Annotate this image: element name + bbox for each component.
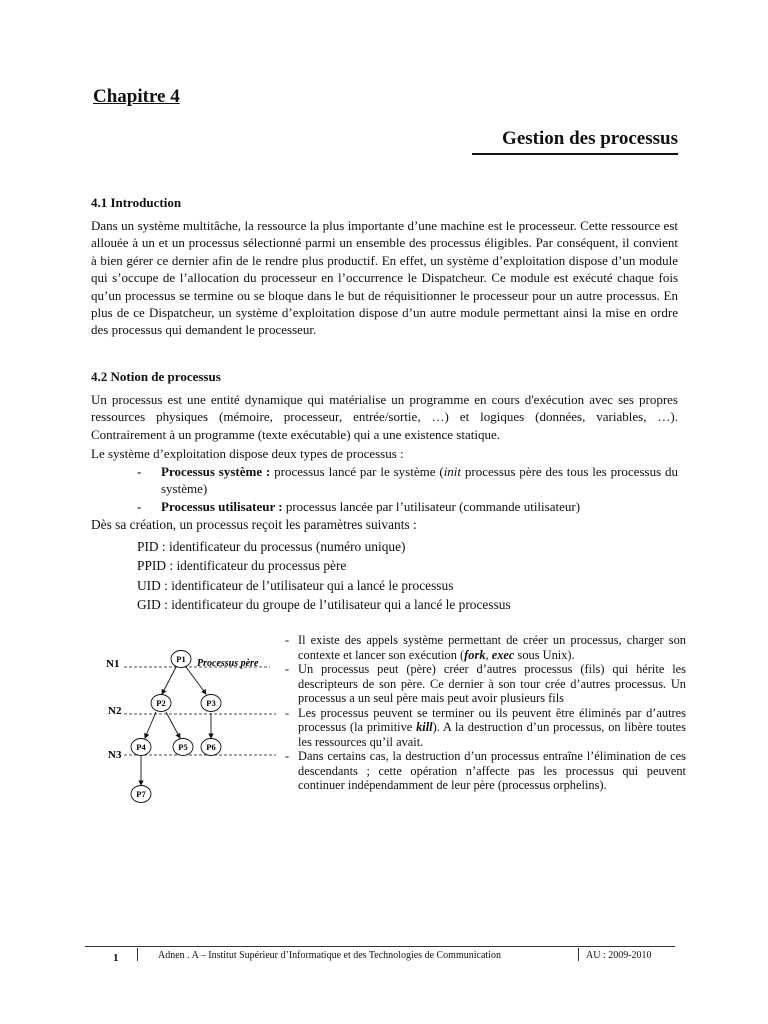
params-intro: Dès sa création, un processus reçoit les paramètres suivants : [91,517,417,532]
exec-keyword: exec [491,647,515,662]
level-label-n2: N2 [108,705,122,717]
init-keyword: init [443,464,462,479]
edge-p2-p5 [166,712,180,738]
title-underline [472,153,678,155]
chapter-title: Chapitre 4 [93,86,180,107]
svg-text:P6: P6 [206,742,216,752]
footer-rule [85,946,675,947]
introduction-paragraph: Dans un système multitâche, la ressource la plus importante d’une machine est le processeur. Cette ressource est allouée à un et un processus sélectionné parmi un ensemble des processus éligibles. Par conséquent, il convient à bien gérer ce dernier afin de le rendre plus productif. En effet, un système d’exploitation dispose d’un module qui s’occupe de l’allocation du processeur en l’occurrence le Dispatcheur. Ce module est exécuté chaque fois qu’un processus se termine ou se bloque dans le but de réquisitionner le processeur pour un autre processus. En plus de ce Dispatcheur, un système d’exploitation dispose d’un autre module permettant ainsi la mise en ordre des processus qui demandent le processeur. [91,218,678,338]
process-types-list [137,463,678,515]
process-tree-diagram [100,640,280,815]
list-item: - Dans certains cas, la destruction d’un processus entraîne l’élimination de ces descendants ; cette opération n’affecte pas les processus qui peuvent continuer indépendamment de leur père (processus orphelins). [285,749,686,792]
process-node-p2 [151,695,171,712]
svg-text:P4: P4 [136,742,146,752]
types-intro: Le système d’exploitation dispose deux types de processus : [91,446,404,461]
edge-p1-p2 [162,667,176,694]
params-list [137,537,511,615]
kill-keyword: kill [416,720,433,734]
footer-separator [137,948,138,961]
list-dash: - [137,464,142,479]
process-node-p6 [201,739,221,756]
list-dash: - [137,498,142,514]
process-node-p1 [171,651,191,668]
level-label-n1: N1 [106,658,120,670]
footer-author: Adnen . A – Institut Supérieur d’Informatique et des Technologies de Communication [158,950,501,961]
svg-text:P7: P7 [136,789,146,799]
page-title: Gestion des processus [502,128,678,149]
term-user: Processus utilisateur : [161,498,283,514]
process-node-p5 [173,739,193,756]
parent-process-label: Processus père [197,658,259,669]
svg-text:P3: P3 [206,698,216,708]
level-label-n3: N3 [108,749,122,761]
edge-p1-p3 [186,667,206,694]
param-gid: GID : identificateur du groupe de l’utilisateur qui a lancé le processus [137,597,511,613]
list-item: - Processus utilisateur : processus lancée par l’utilisateur (commande utilisateur) [137,498,581,514]
list-item: - Les processus peuvent se terminer ou ils peuvent être éliminés par d’autres processus (la primitive kill). A la destruction d’un processus, on libère toutes les ressources qu’il avait. [285,705,686,749]
process-facts-list [285,633,686,793]
param-ppid: PPID : identificateur du processus père [137,558,347,574]
section-heading-introduction: 4.1 Introduction [91,195,182,210]
list-item: - Processus système : processus lancé par le système (init processus père des tous les processus du système) [137,464,679,497]
process-node-p3 [201,695,221,712]
section-heading-notion: 4.2 Notion de processus [91,369,221,384]
edge-p2-p4 [145,712,156,738]
param-uid: UID : identificateur de l’utilisateur qui a lancé le processus [137,577,454,593]
param-pid: PID : identificateur du processus (numéro unique) [137,539,406,554]
list-item: - Il existe des appels système permettant de créer un processus, charger son contexte et lancer son exécution (fork, exec sous Unix). [285,633,686,662]
footer-year: AU : 2009-2010 [586,950,652,961]
svg-text:P2: P2 [156,698,166,708]
term-system: Processus système : [161,464,271,479]
svg-text:P5: P5 [178,742,188,752]
process-node-p4 [131,739,151,756]
page-number: 1 [113,952,119,964]
footer-separator [578,948,579,961]
list-item: - Un processus peut (père) créer d’autres processus (fils) qui hérite les descripteurs de son père. Ce dernier à son tour crée d’autres processus. Un processus a un seul père mais peut avoir plusieurs fils [285,662,686,705]
fork-keyword: fork [464,647,486,662]
notion-paragraph: Un processus est une entité dynamique qui matérialise un programme en cours d'exécution avec ses propres ressources physiques (mémoire, processeur, entrée/sortie, …) et logiques (données, variables, …). Contrairement à un programme (texte exécutable) qui a une existence statique. [91,392,678,442]
svg-text:P1: P1 [176,654,186,664]
process-node-p7 [131,786,151,803]
